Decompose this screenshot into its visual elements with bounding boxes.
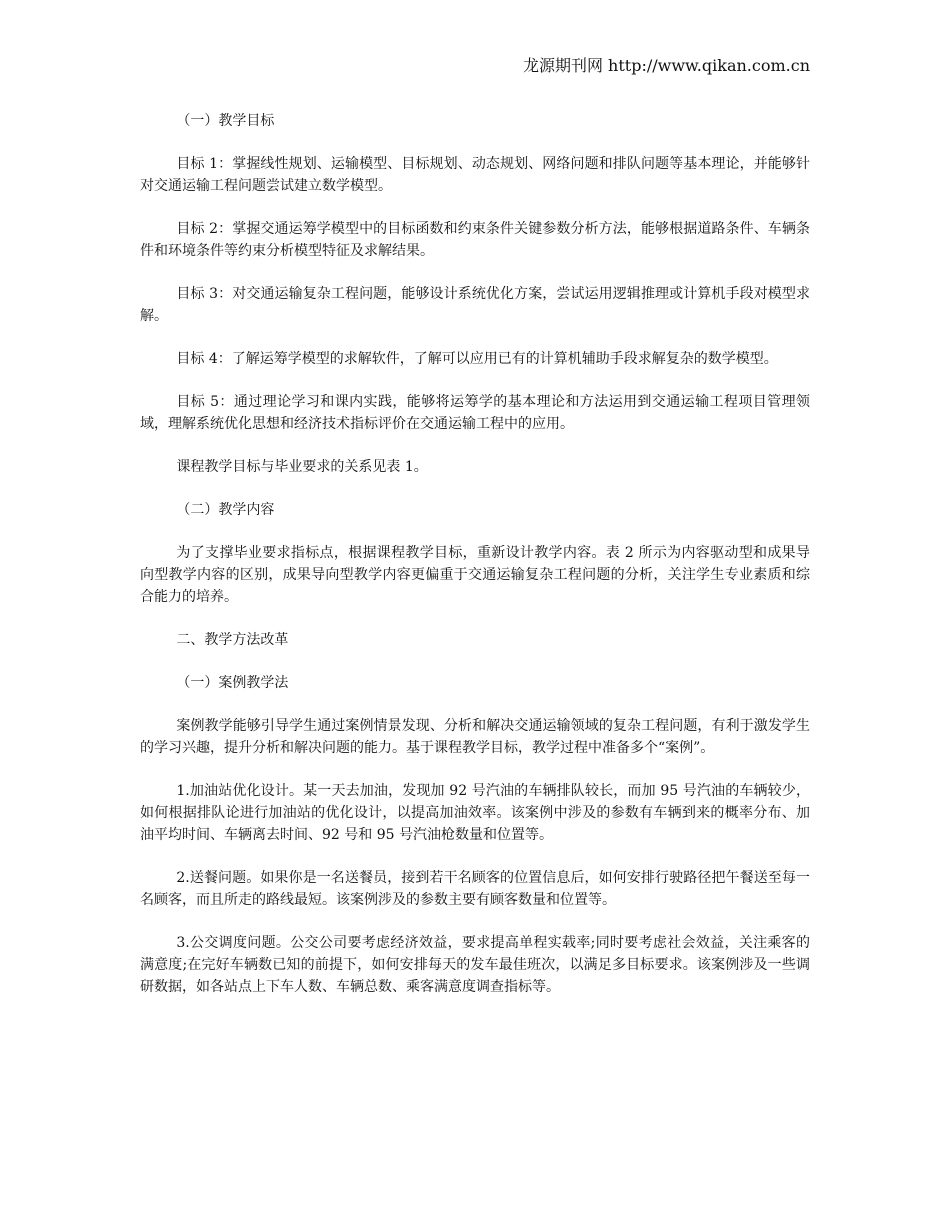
article-body [140, 110, 810, 1019]
goal-3-paragraph: 目标 3：对交通运输复杂工程问题，能够设计系统优化方案，尝试运用逻辑推理或计算机手段对模型求解。 [140, 286, 810, 324]
case-method-intro-paragraph: 案例教学能够引导学生通过案例情景发现、分析和解决交通运输领域的复杂工程问题，有利于激发学生的学习兴趣，提升分析和解决问题的能力。基于课程教学目标，教学过程中准备多个“案例”。 [140, 718, 810, 756]
section-heading-teaching-content: （二）教学内容 [176, 502, 275, 518]
goal-5-paragraph: 目标 5：通过理论学习和课内实践，能够将运筹学的基本理论和方法运用到交通运输工程项目管理领域，理解系统优化思想和经济技术指标评价在交通运输工程中的应用。 [140, 394, 810, 432]
section-heading-case-method: （一）案例教学法 [176, 675, 289, 691]
table-1-reference-paragraph: 课程教学目标与毕业要求的关系见表 1。 [176, 459, 428, 475]
section-heading-teaching-goals: （一）教学目标 [176, 113, 275, 129]
goal-1-paragraph: 目标 1：掌握线性规划、运输模型、目标规划、动态规划、网络问题和排队问题等基本理论，并能够针对交通运输工程问题尝试建立数学模型。 [140, 156, 810, 194]
case-1-paragraph: 1.加油站优化设计。某一天去加油，发现加 92 号汽油的车辆排队较长，而加 95 号汽油的车辆较少，如何根据排队论进行加油站的优化设计，以提高加油效率。该案例中涉及的参数有车辆到来的概率分布、加油平均时间、车辆离去时间、92 号和 95 号汽油枪数量和位置等。 [140, 783, 810, 843]
case-3-paragraph: 3.公交调度问题。公交公司要考虑经济效益，要求提高单程实载率;同时要考虑社会效益，关注乘客的满意度;在完好车辆数已知的前提下，如何安排每天的发车最佳班次，以满足多目标要求。该案例涉及一些调研数据，如各站点上下车人数、车辆总数、乘客满意度调查指标等。 [140, 935, 810, 995]
section-heading-method-reform: 二、教学方法改革 [176, 632, 289, 648]
case-2-paragraph: 2.送餐问题。如果你是一名送餐员，接到若干名顾客的位置信息后，如何安排行驶路径把午餐送至每一名顾客，而且所走的路线最短。该案例涉及的参数主要有顾客数量和位置等。 [140, 870, 810, 908]
teaching-content-paragraph: 为了支撑毕业要求指标点，根据课程教学目标，重新设计教学内容。表 2 所示为内容驱动型和成果导向型教学内容的区别，成果导向型教学内容更偏重于交通运输复杂工程问题的分析，关注学生专业素质和综合能力的培养。 [140, 545, 810, 605]
goal-4-paragraph: 目标 4：了解运筹学模型的求解软件，了解可以应用已有的计算机辅助手段求解复杂的数学模型。 [176, 351, 778, 367]
goal-2-paragraph: 目标 2：掌握交通运筹学模型中的目标函数和约束条件关键参数分析方法，能够根据道路条件、车辆条件和环境条件等约束分析模型特征及求解结果。 [140, 221, 810, 259]
site-header: 龙源期刊网 http://www.qikan.com.cn [522, 56, 810, 75]
